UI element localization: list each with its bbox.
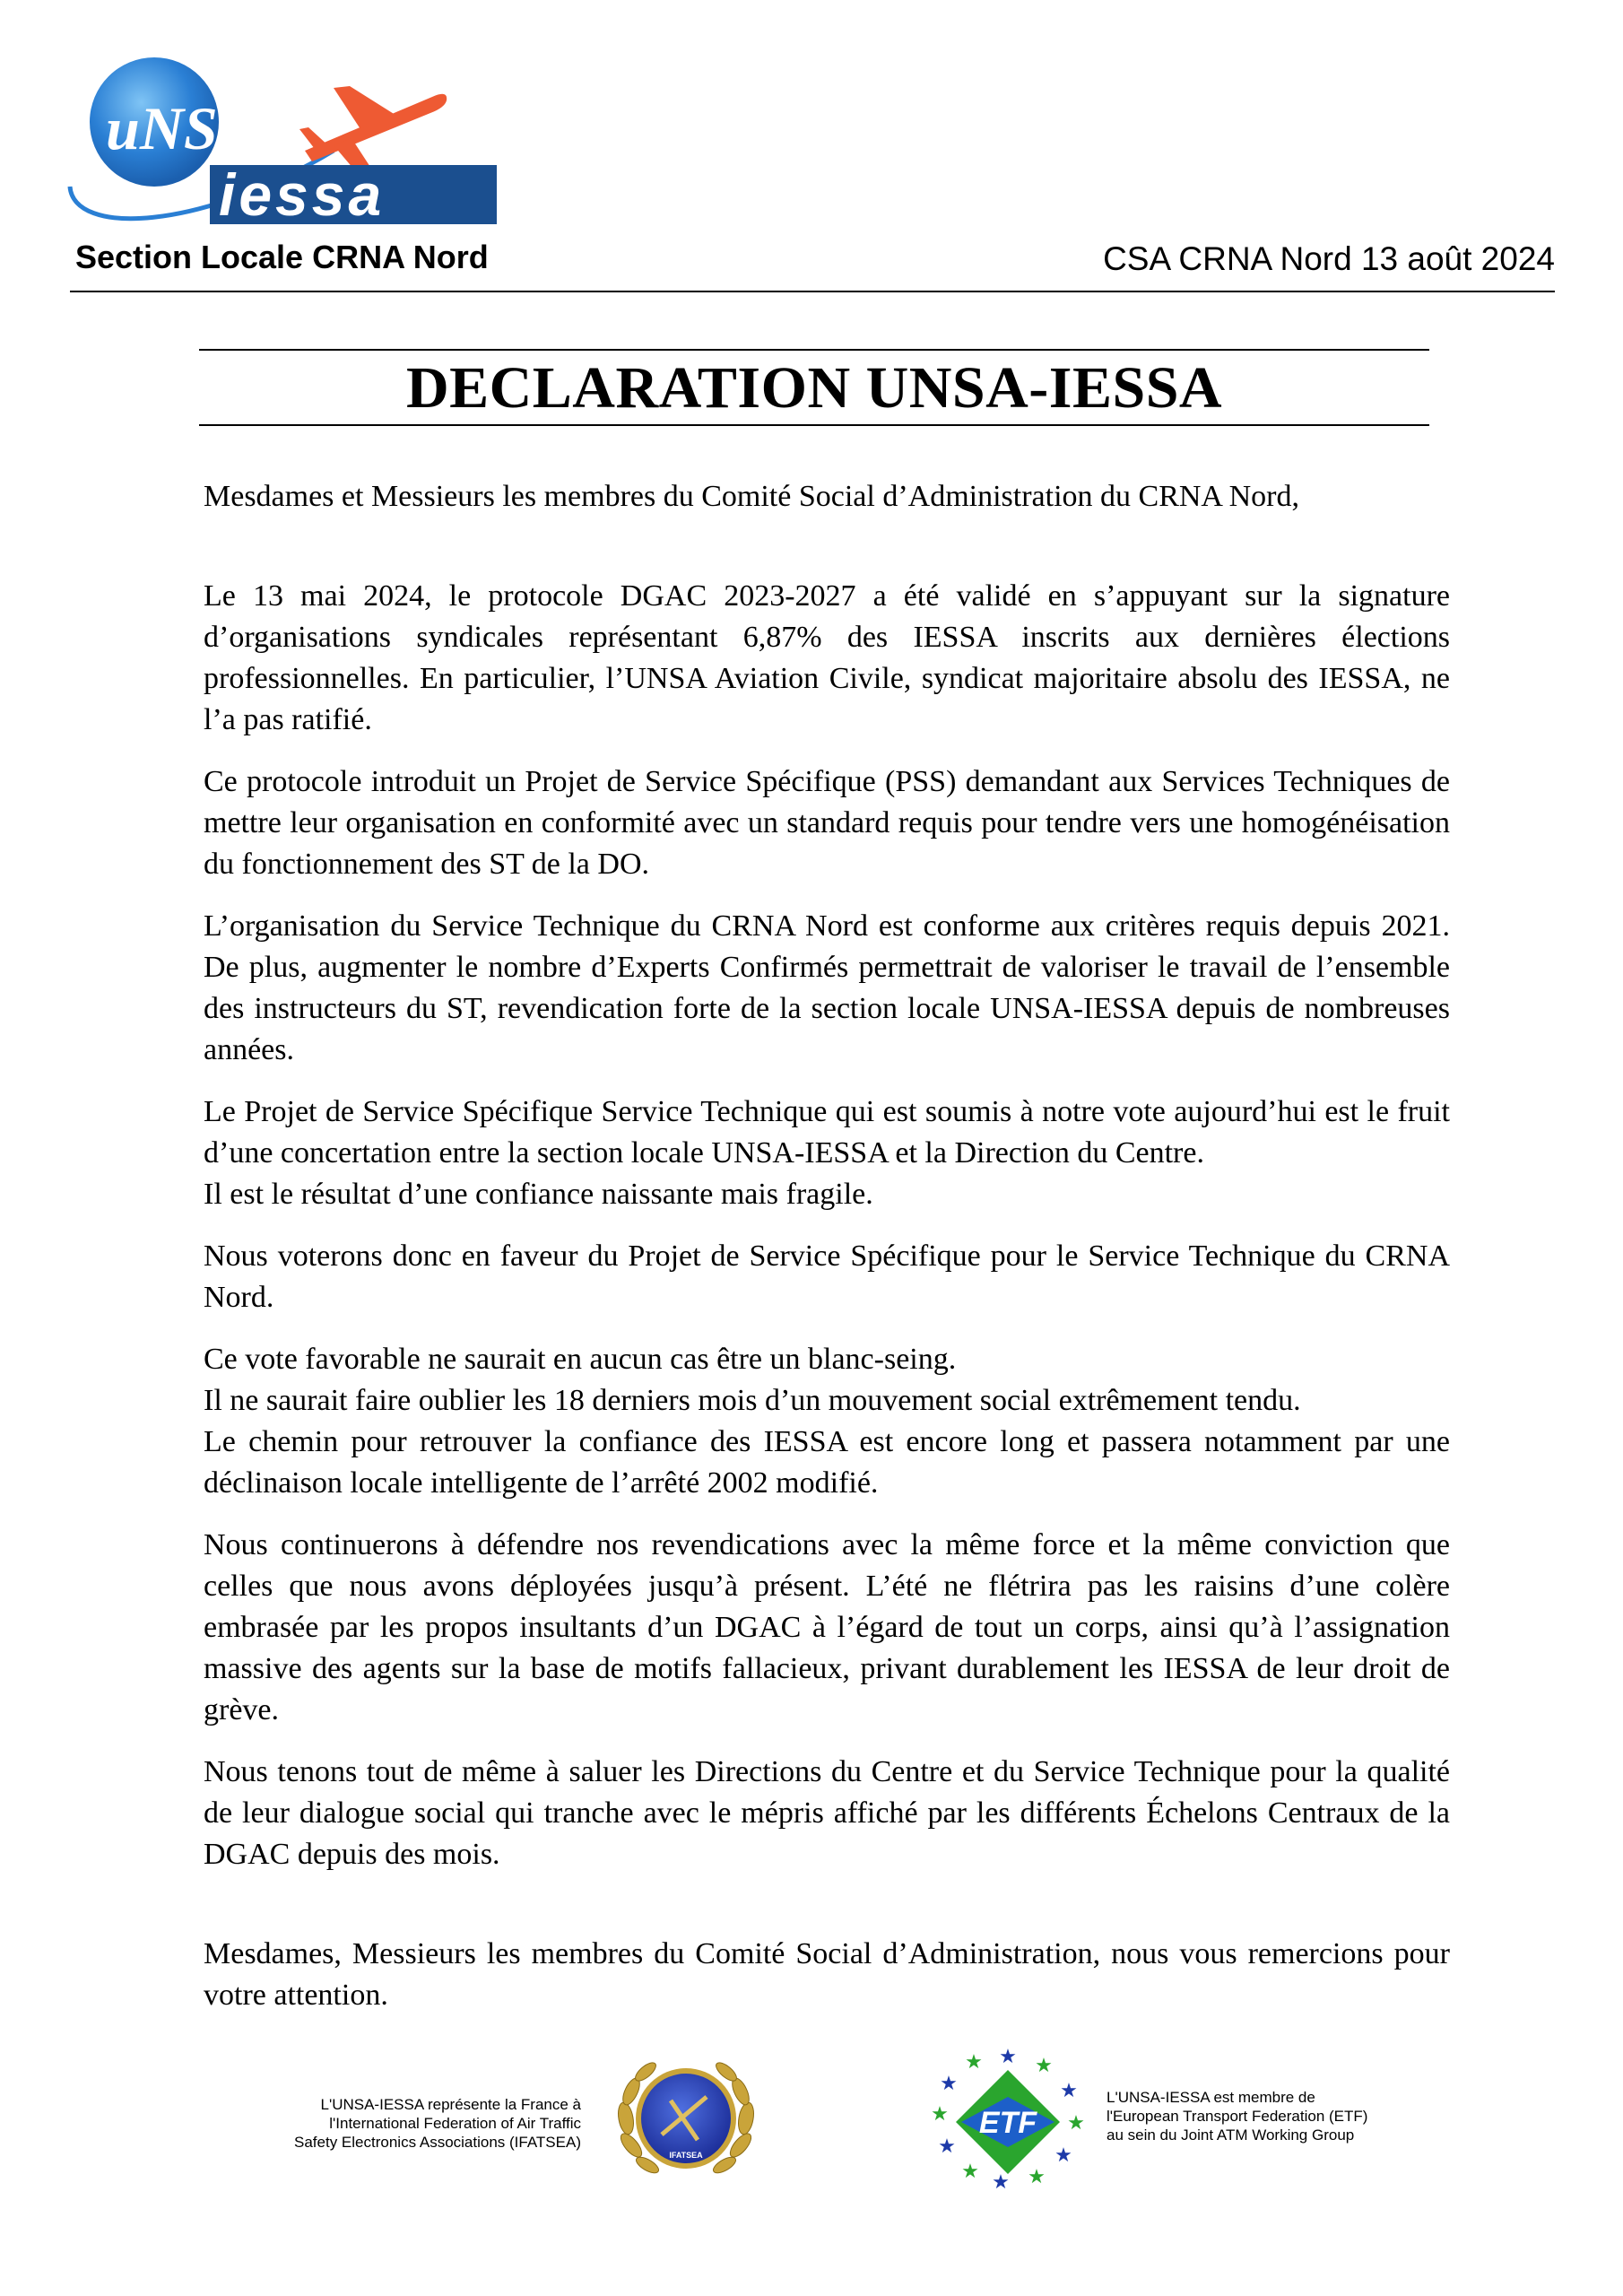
- paragraph-5: Nous voterons donc en faveur du Projet de Service Spécifique pour le Service Technique du CRNA Nord.: [204, 1239, 1450, 1314]
- paragraph-4-line-2: Il est le résultat d’une confiance naissante mais fragile.: [204, 1178, 873, 1211]
- logo-iessa-text: iessa: [219, 161, 386, 228]
- svg-text:★: ★: [1028, 2165, 1046, 2187]
- declaration-body: [204, 476, 1450, 2016]
- svg-text:★: ★: [961, 2160, 979, 2182]
- unsa-iessa-logo-icon: [65, 52, 513, 231]
- svg-text:★: ★: [931, 2102, 949, 2125]
- ifatsea-emblem-text: IFATSEA: [669, 2151, 703, 2160]
- paragraph-8: Nous tenons tout de même à saluer les Directions du Centre et du Service Technique pour la qualité de leur dialogue social qui tranche avec le mépris affiché par les différents Échelons Centraux de la DGAC depuis des mois.: [204, 1755, 1450, 1871]
- title-divider-top: [199, 349, 1429, 351]
- closing: Mesdames, Messieurs les membres du Comité Social d’Administration, nous vous remercions pour votre attention.: [204, 1937, 1450, 2012]
- paragraph-7: Nous continuerons à défendre nos revendications avec la même force et la même conviction que celles que nous avons déployées jusqu’à présent. L’été ne flétrira pas les raisins d’une colère embrasée par les propos insultants d’un DGAC à l’égard de tout un corps, ainsi qu’à l’assignation massive des agents sur la base de motifs fallacieux, privant durablement les IESSA de leur droit de grève.: [204, 1528, 1450, 1726]
- svg-text:★: ★: [999, 2045, 1017, 2067]
- paragraph-6-line-3: Le chemin pour retrouver la confiance des IESSA est encore long et passera notamment par une déclinaison locale intelligente de l’arrêté 2002 modifié.: [204, 1425, 1450, 1500]
- paragraph-2: Ce protocole introduit un Projet de Service Spécifique (PSS) demandant aux Services Techniques de mettre leur organisation en conformité avec un standard requis pour tendre vers une homogénéisation du fonctionnement des ST de la DO.: [204, 765, 1450, 881]
- header-divider: [70, 291, 1555, 292]
- paragraph-6: [204, 1339, 1450, 1504]
- etf-note-line-3: au sein du Joint ATM Working Group: [1107, 2126, 1355, 2144]
- title-divider-bottom: [199, 424, 1429, 426]
- paragraph-6-line-2: Il ne saurait faire oublier les 18 derniers mois d’un mouvement social extrêmement tendu.: [204, 1384, 1301, 1417]
- ifatsea-note: [233, 2095, 581, 2152]
- section-label: Section Locale CRNA Nord: [75, 239, 489, 275]
- ifatsea-note-line-1: L'UNSA-IESSA représente la France à: [320, 2096, 581, 2113]
- svg-text:★: ★: [1035, 2054, 1053, 2076]
- ifatsea-emblem-icon: [606, 2047, 766, 2190]
- svg-text:★: ★: [938, 2135, 956, 2157]
- paragraph-1: Le 13 mai 2024, le protocole DGAC 2023-2027 a été validé en s’appuyant sur la signature d’organisations syndicales représentant 6,87% des IESSA inscrits aux dernières élections professionnelles. En particulier, l’UNSA Aviation Civile, syndicat majoritaire absolu des IESSA, ne l’a pas ratifié.: [204, 579, 1450, 736]
- svg-text:★: ★: [1060, 2079, 1078, 2101]
- etf-note-line-2: l'European Transport Federation (ETF): [1107, 2108, 1368, 2125]
- ifatsea-note-line-2: l'International Federation of Air Traffic: [329, 2115, 581, 2132]
- paragraph-4: [204, 1091, 1450, 1215]
- svg-text:★: ★: [940, 2072, 958, 2094]
- etf-note-line-1: L'UNSA-IESSA est membre de: [1107, 2089, 1315, 2106]
- ifatsea-note-line-3: Safety Electronics Associations (IFATSEA): [294, 2134, 581, 2151]
- page-title: DECLARATION UNSA-IESSA: [405, 355, 1223, 421]
- svg-text:★: ★: [965, 2050, 983, 2073]
- etf-note: [1107, 2088, 1402, 2144]
- logo-unsa-text: uNSa: [106, 94, 248, 162]
- etf-logo-icon: [929, 2043, 1087, 2190]
- svg-text:★: ★: [1067, 2111, 1085, 2134]
- svg-text:★: ★: [1055, 2144, 1072, 2166]
- paragraph-3: L’organisation du Service Technique du CRNA Nord est conforme aux critères requis depuis 2021. De plus, augmenter le nombre d’Experts Confirmés permettrait de valoriser le travail de l’ensemble des instructeurs du ST, revendication forte de la section locale UNSA-IESSA depuis de nombreuses années.: [204, 909, 1450, 1066]
- date-label: CSA CRNA Nord 13 août 2024: [1103, 240, 1555, 277]
- etf-logo-text: ETF: [978, 2106, 1037, 2140]
- paragraph-6-line-1: Ce vote favorable ne saurait en aucun cas être un blanc-seing.: [204, 1343, 957, 1376]
- paragraph-4-line-1: Le Projet de Service Spécifique Service Technique qui est soumis à notre vote aujourd’hui est le fruit d’une concertation entre la section locale UNSA-IESSA et la Direction du Centre.: [204, 1095, 1450, 1170]
- svg-text:★: ★: [992, 2170, 1010, 2190]
- salutation: Mesdames et Messieurs les membres du Comité Social d’Administration du CRNA Nord,: [204, 480, 1299, 513]
